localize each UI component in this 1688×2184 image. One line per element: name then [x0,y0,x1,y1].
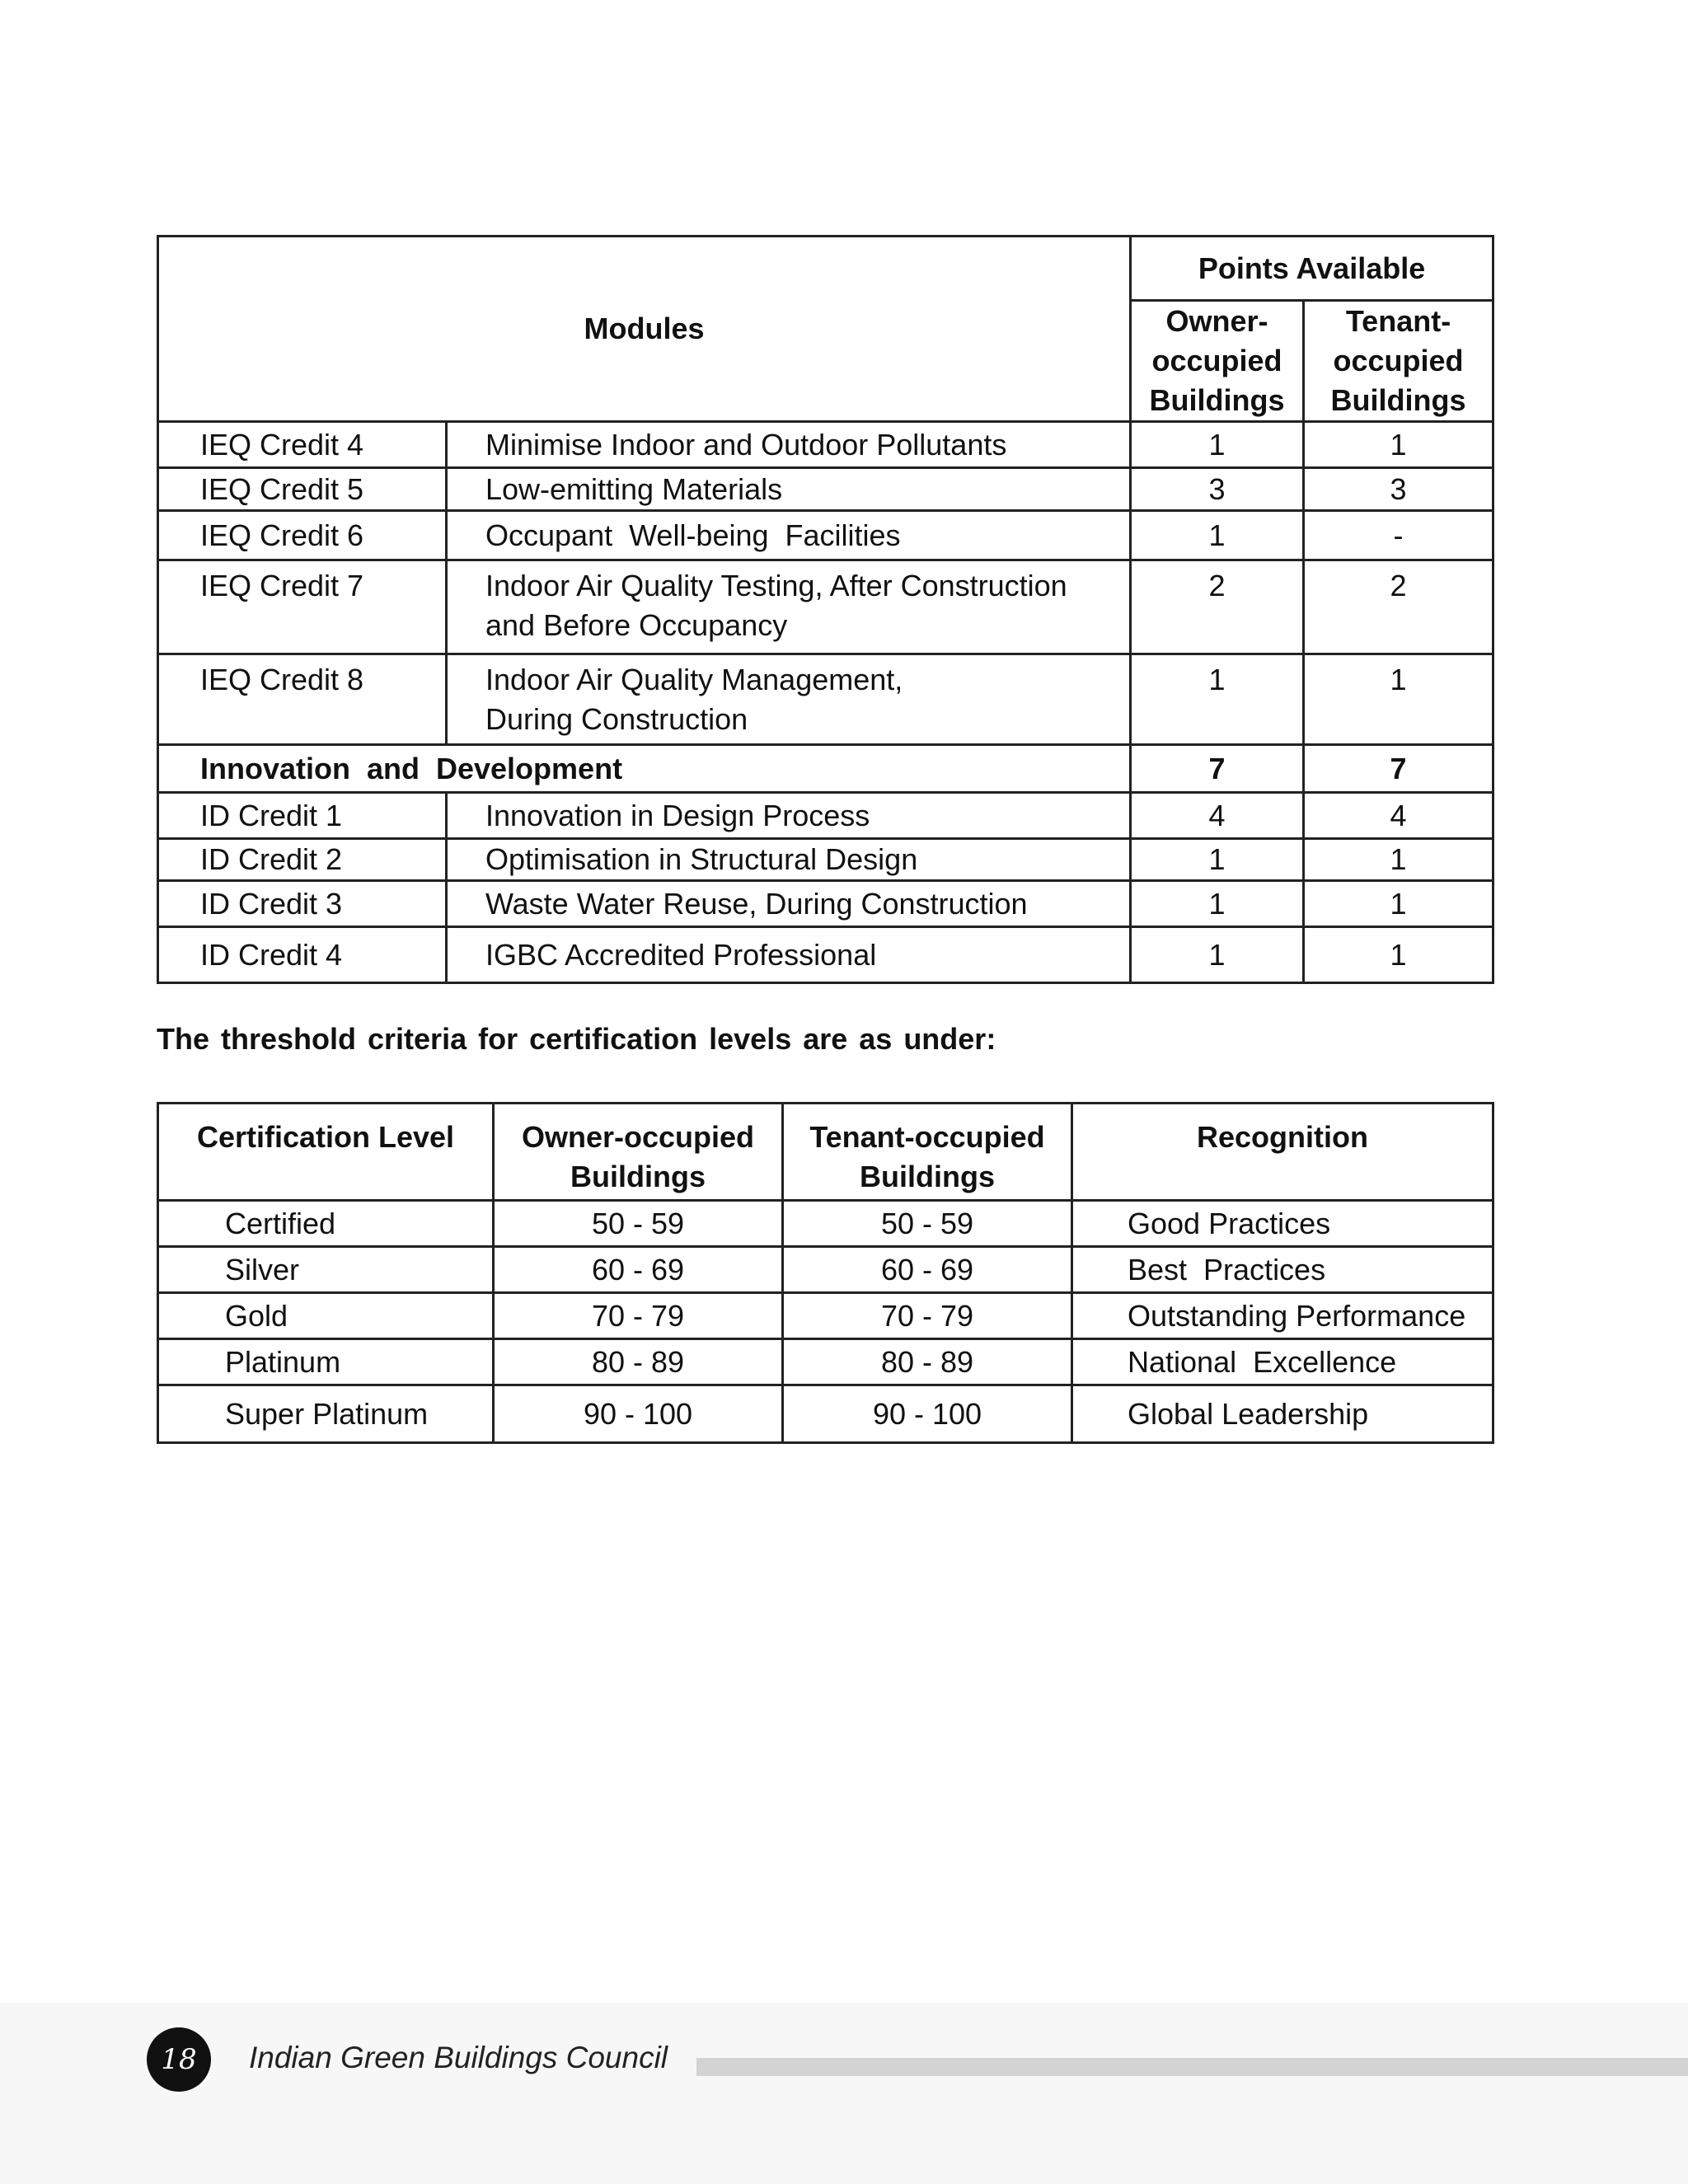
owner-occupied-header: Owner-occupied Buildings [494,1104,783,1201]
footer-rule [696,2058,1688,2076]
table-row [158,1201,1493,1247]
credit-code: ID Credit 3 [158,881,447,927]
recognition: National Excellence [1072,1339,1493,1385]
certification-level: Silver [158,1247,494,1293]
group-row [158,745,1493,793]
recognition: Good Practices [1072,1201,1493,1247]
owner-points: 1 [1131,839,1304,881]
tenant-points: - [1304,511,1493,560]
credit-description: Occupant Well-being Facilities [447,511,1131,560]
table-row [158,839,1493,881]
tenant-occupied-header: Tenant- occupied Buildings [1304,301,1493,422]
owner-points: 1 [1131,927,1304,983]
credit-code: IEQ Credit 6 [158,511,447,560]
tenant-range: 70 - 79 [783,1293,1072,1339]
certification-level: Gold [158,1293,494,1339]
owner-range: 80 - 89 [494,1339,783,1385]
table-row [158,1247,1493,1293]
owner-points: 3 [1131,468,1304,511]
group-owner-points: 7 [1131,745,1304,793]
tenant-points: 1 [1304,422,1493,468]
credit-description: Low-emitting Materials [447,468,1131,511]
tenant-points: 4 [1304,793,1493,839]
table-row [158,511,1493,560]
recognition-header: Recognition [1072,1104,1493,1201]
tenant-range: 90 - 100 [783,1385,1072,1443]
tenant-points: 1 [1304,839,1493,881]
credit-description: IGBC Accredited Professional [447,927,1131,983]
owner-points: 2 [1131,560,1304,654]
certification-levels-table [157,1102,1494,1444]
tenant-points: 2 [1304,560,1493,654]
modules-header: Modules [158,237,1131,422]
table-row [158,1339,1493,1385]
tenant-points: 1 [1304,654,1493,745]
tenant-points: 1 [1304,881,1493,927]
owner-range: 50 - 59 [494,1201,783,1247]
table-row [158,927,1493,983]
credit-code: IEQ Credit 7 [158,560,447,654]
group-label: Innovation and Development [158,745,1131,793]
table-row [158,1293,1493,1339]
credit-description: Minimise Indoor and Outdoor Pollutants [447,422,1131,468]
tenant-occupied-header: Tenant-occupied Buildings [783,1104,1072,1201]
credit-code: ID Credit 2 [158,839,447,881]
tenant-points: 3 [1304,468,1493,511]
credit-description: Indoor Air Quality Testing, After Construction and Before Occupancy [447,560,1131,654]
recognition: Global Leadership [1072,1385,1493,1443]
credit-code: IEQ Credit 8 [158,654,447,745]
credit-code: ID Credit 1 [158,793,447,839]
owner-occupied-header: Owner- occupied Buildings [1131,301,1304,422]
tenant-points: 1 [1304,927,1493,983]
table-row [158,654,1493,745]
table-row [158,422,1493,468]
owner-points: 1 [1131,881,1304,927]
table-row [158,468,1493,511]
certification-level: Certified [158,1201,494,1247]
table-row [158,1385,1493,1443]
council-name: Indian Green Buildings Council [249,2041,668,2074]
credit-description: Indoor Air Quality Management, During Construction [447,654,1131,745]
credit-description: Innovation in Design Process [447,793,1131,839]
credit-code: ID Credit 4 [158,927,447,983]
threshold-heading: The threshold criteria for certification levels are as under: [157,1022,996,1056]
owner-range: 90 - 100 [494,1385,783,1443]
table-row [158,560,1493,654]
credit-description: Optimisation in Structural Design [447,839,1131,881]
credit-description: Waste Water Reuse, During Construction [447,881,1131,927]
points-available-header: Points Available [1131,237,1493,301]
owner-points: 1 [1131,654,1304,745]
credit-code: IEQ Credit 5 [158,468,447,511]
owner-points: 1 [1131,422,1304,468]
recognition: Best Practices [1072,1247,1493,1293]
credit-code: IEQ Credit 4 [158,422,447,468]
certification-level: Platinum [158,1339,494,1385]
tenant-range: 50 - 59 [783,1201,1072,1247]
owner-range: 60 - 69 [494,1247,783,1293]
owner-points: 1 [1131,511,1304,560]
certification-level-header: Certification Level [158,1104,494,1201]
owner-points: 4 [1131,793,1304,839]
tenant-range: 60 - 69 [783,1247,1072,1293]
certification-level: Super Platinum [158,1385,494,1443]
header-row [158,1104,1493,1201]
table-row [158,881,1493,927]
page-footer [0,2003,1688,2184]
table-row [158,793,1493,839]
recognition: Outstanding Performance [1072,1293,1493,1339]
modules-points-table [157,235,1494,984]
tenant-range: 80 - 89 [783,1339,1072,1385]
page-number-badge: 18 [147,2027,211,2092]
owner-range: 70 - 79 [494,1293,783,1339]
group-tenant-points: 7 [1304,745,1493,793]
